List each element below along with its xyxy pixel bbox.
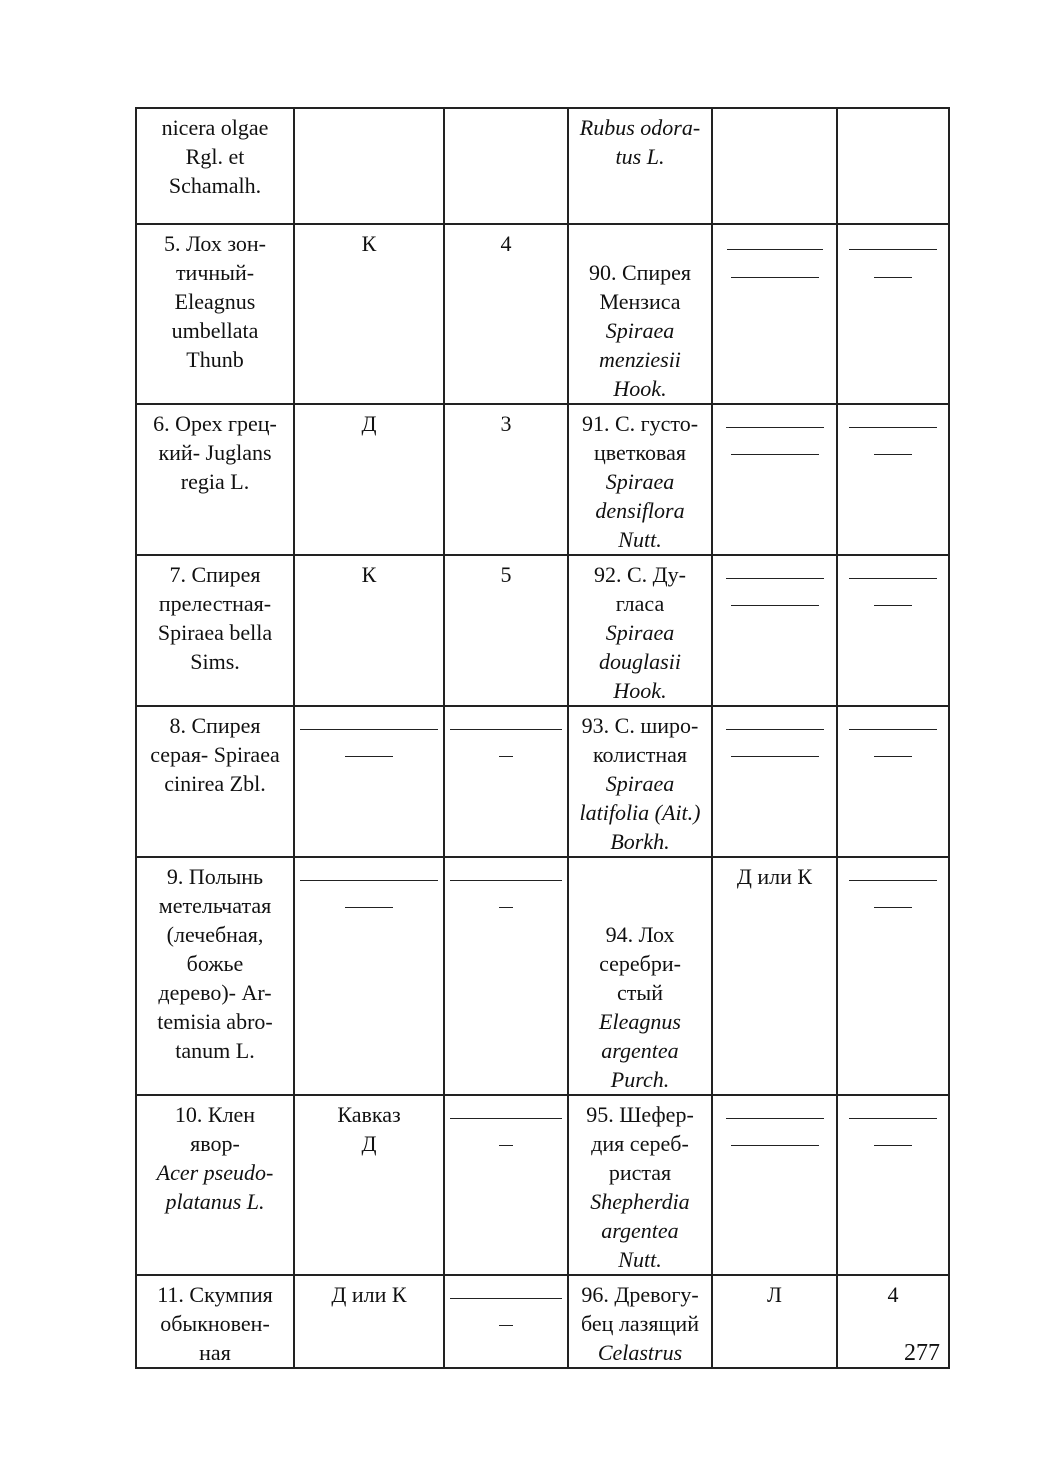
blank-line (849, 1118, 937, 1119)
species-cell-right: 90. Спирея Мензиса Spiraea menziesii Hook. (568, 224, 712, 404)
value-cell: 3 (444, 404, 568, 555)
region-cell: Д или К (294, 1275, 444, 1368)
species-cell: nicera olgae Rgl. et Schamalh. (136, 108, 294, 224)
value-cell-right (837, 108, 949, 224)
blank-line (345, 907, 393, 908)
species-table (135, 107, 950, 1369)
species-cell-right: 92. С. Ду- гласа Spiraea douglasii Hook. (568, 555, 712, 706)
species-cell: 5. Лох зон- тичный- Eleagnus umbellata Thunb (136, 224, 294, 404)
species-cell-right: 96. Древогу- бец лазящий Celastrus (568, 1275, 712, 1368)
blank-line (499, 907, 513, 908)
region-cell-right (712, 1095, 837, 1275)
region-cell-right (712, 404, 837, 555)
table-row (136, 1275, 949, 1368)
blank-line (726, 729, 824, 730)
blank-line (450, 880, 562, 881)
blank-line (726, 578, 824, 579)
species-cell-right: 94. Лох серебри- стый Eleagnus argentea Purch. (568, 857, 712, 1095)
blank-line (731, 277, 819, 278)
page-number: 277 (904, 1340, 940, 1366)
blank-line (874, 277, 912, 278)
table-row (136, 404, 949, 555)
region-cell-right (712, 706, 837, 857)
blank-line (874, 605, 912, 606)
blank-line (499, 756, 513, 757)
value-cell (444, 857, 568, 1095)
region-cell: Кавказ Д (294, 1095, 444, 1275)
value-cell (444, 706, 568, 857)
species-cell: 8. Спирея серая- Spiraea cinirea Zbl. (136, 706, 294, 857)
species-cell: 11. Скумпия обыкновен- ная (136, 1275, 294, 1368)
table-row (136, 857, 949, 1095)
blank-line (727, 249, 823, 250)
blank-line (300, 729, 438, 730)
value-cell: 5 (444, 555, 568, 706)
value-cell-right: 4 (837, 1275, 949, 1368)
table-row (136, 224, 949, 404)
value-cell-right (837, 404, 949, 555)
region-cell-right (712, 224, 837, 404)
blank-line (726, 1118, 824, 1119)
blank-line (499, 1145, 513, 1146)
blank-line (731, 454, 819, 455)
region-cell (294, 857, 444, 1095)
region-cell (294, 706, 444, 857)
blank-line (345, 756, 393, 757)
blank-line (849, 249, 937, 250)
blank-line (874, 907, 912, 908)
region-cell-right (712, 555, 837, 706)
species-cell: 6. Орех грец- кий- Juglans regia L. (136, 404, 294, 555)
value-cell: 4 (444, 224, 568, 404)
blank-line (731, 605, 819, 606)
blank-line (499, 1325, 513, 1326)
table-row (136, 1095, 949, 1275)
blank-line (731, 1145, 819, 1146)
blank-line (849, 578, 937, 579)
blank-line (874, 756, 912, 757)
value-cell (444, 108, 568, 224)
blank-line (450, 729, 562, 730)
value-cell-right (837, 224, 949, 404)
blank-line (450, 1118, 562, 1119)
value-cell (444, 1095, 568, 1275)
table-row (136, 706, 949, 857)
region-cell-right: Л (712, 1275, 837, 1368)
region-cell-right: Д или К (712, 857, 837, 1095)
region-cell (294, 108, 444, 224)
blank-line (849, 427, 937, 428)
value-cell-right (837, 555, 949, 706)
blank-line (726, 427, 824, 428)
blank-line (849, 880, 937, 881)
species-cell-right: Rubus odora- tus L. (568, 108, 712, 224)
table-row (136, 555, 949, 706)
value-cell (444, 1275, 568, 1368)
value-cell-right (837, 857, 949, 1095)
value-cell-right (837, 706, 949, 857)
blank-line (731, 756, 819, 757)
blank-line (874, 454, 912, 455)
species-cell: 10. Клен явор- Acer pseudo- platanus L. (136, 1095, 294, 1275)
species-cell-right: 91. С. густо- цветковая Spiraea densiflora Nutt. (568, 404, 712, 555)
region-cell: Д (294, 404, 444, 555)
blank-line (300, 880, 438, 881)
region-cell: К (294, 224, 444, 404)
region-cell-right (712, 108, 837, 224)
species-cell-right: 93. С. широ- колистная Spiraea latifolia (Ait.) Borkh. (568, 706, 712, 857)
region-cell: К (294, 555, 444, 706)
species-cell-right: 95. Шефер- дия сереб- ристая Shepherdia argentea Nutt. (568, 1095, 712, 1275)
table-row (136, 108, 949, 224)
value-cell-right (837, 1095, 949, 1275)
species-cell: 7. Спирея прелестная- Spiraea bella Sims. (136, 555, 294, 706)
blank-line (450, 1298, 562, 1299)
blank-line (874, 1145, 912, 1146)
species-cell: 9. Полынь метельчатая (лечебная, божье дерево)- Ar- temisia abro- tanum L. (136, 857, 294, 1095)
blank-line (849, 729, 937, 730)
